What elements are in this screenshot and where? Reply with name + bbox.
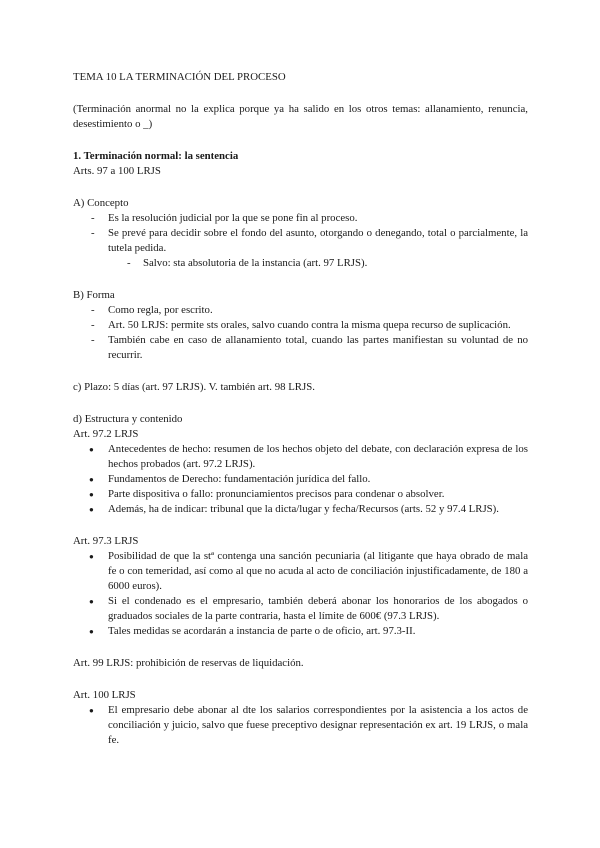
estructura-reference: Art. 97.2 LRJS [73, 428, 139, 440]
intro-paragraph: (Terminación anormal no la explica porque ya ha salido en los otros temas: allanamiento, renuncia, desestimiento o _) [73, 103, 528, 130]
art973-reference: Art. 97.3 LRJS [73, 535, 139, 547]
list-item: ● Además, ha de indicar: tribunal que la dicta/lugar y fecha/Recursos (arts. 52 y 97.4 LRJS). [73, 502, 528, 517]
list-item: ● El empresario debe abonar al dte los salarios correspondientes por la asistencia a los actos de conciliación y juicio, salvo que fuese preceptivo designar representación ex art. 19 LRJS, o mala fe. [73, 703, 528, 748]
list-item: ● Antecedentes de hecho: resumen de los hechos objeto del debate, con declaración expresa de los hechos probados (art. 97.2 LRJS). [73, 442, 528, 472]
estructura-list [73, 442, 528, 517]
document-body [73, 70, 528, 748]
list-item: ● Tales medidas se acordarán a instancia de parte o de oficio, art. 97.3-II. [73, 624, 528, 639]
list-item: ● Parte dispositiva o fallo: pronunciamientos precisos para condenar o absolver. [73, 487, 528, 502]
concepto-sublist [73, 256, 528, 271]
list-item: - Se prevé para decidir sobre el fondo del asunto, otorgando o denegando, total o parcialmente, la tutela pedida. [73, 226, 528, 256]
document-title: TEMA 10 LA TERMINACIÓN DEL PROCESO [73, 71, 286, 83]
list-item: ● Posibilidad de que la stª contenga una sanción pecuniaria (al litigante que haya obrado de mala fe o con temeridad, así como al que no acuda al acto de conciliación injustificadamente, de 180 a 6000 euros). [73, 549, 528, 594]
forma-heading: B) Forma [73, 289, 115, 301]
list-item: - Como regla, por escrito. [73, 303, 528, 318]
list-item: - Art. 50 LRJS: permite sts orales, salvo cuando contra la misma quepa recurso de suplicación. [73, 318, 528, 333]
concepto-list [73, 211, 528, 256]
art100-list [73, 703, 528, 748]
list-item: - Es la resolución judicial por la que se pone fin al proceso. [73, 211, 528, 226]
art973-list [73, 549, 528, 639]
list-item: - Salvo: sta absolutoria de la instancia (art. 97 LRJS). [73, 256, 528, 271]
list-item: - También cabe en caso de allanamiento total, cuando las partes manifiestan su voluntad de no recurrir. [73, 333, 528, 363]
concepto-heading: A) Concepto [73, 197, 129, 209]
section-reference: Arts. 97 a 100 LRJS [73, 165, 161, 177]
estructura-heading: d) Estructura y contenido [73, 413, 183, 425]
forma-list [73, 303, 528, 363]
section-heading: 1. Terminación normal: la sentencia [73, 150, 239, 162]
list-item: ● Fundamentos de Derecho: fundamentación jurídica del fallo. [73, 472, 528, 487]
list-item: ● Si el condenado es el empresario, también deberá abonar los honorarios de los abogados o graduados sociales de la parte contraria, hasta el límite de 600€ (97.3 LRJS). [73, 594, 528, 624]
art99-paragraph: Art. 99 LRJS: prohibición de reservas de liquidación. [73, 657, 304, 669]
art100-reference: Art. 100 LRJS [73, 689, 136, 701]
plazo-paragraph: c) Plazo: 5 días (art. 97 LRJS). V. también art. 98 LRJS. [73, 381, 315, 393]
